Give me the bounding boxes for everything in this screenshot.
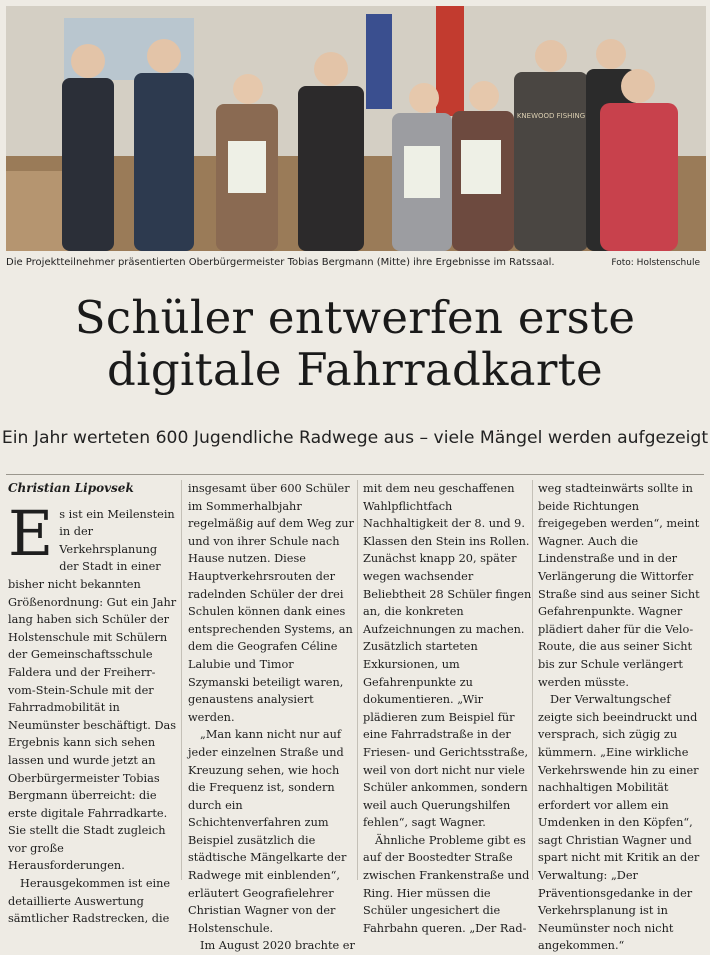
article-column-3: [363, 480, 533, 937]
headline-line-2: digitale Fahrradkarte: [107, 343, 603, 396]
paragraph: mit dem neu geschaffenen Wahlpflichtfach Nachhaltigkeit der 8. und 9. Klassen den Stein ins Rollen. Zunächst knapp 20, später wegen wachsender Beliebtheit 28 Schüler fingen an, die konkreten Aufzeichnungen zu machen. Zusätzlich starteten Exkursionen, um Gefahrenpunkte zu dokumentieren. „Wir plädieren zum Beispiel für eine Fahrradstraße in der Friesen- und Gerichtsstraße, weil von dort nicht nur viele Schüler ankommen, sondern weil auch Querungshilfen fehlen“, sagt Wagner.: [363, 482, 532, 830]
flag-blue: [366, 14, 392, 109]
headline-line-1: Schüler entwerfen erste: [74, 291, 636, 344]
article-column-1: [8, 480, 178, 928]
photo-credit: Foto: Holstenschule: [611, 258, 700, 268]
paragraph: weg stadteinwärts sollte in beide Richtungen freigegeben werden“, meint Wagner. Auch die Lindenstraße und in der Verlängerung die Wittorfer Straße sind aus seiner Sicht Gefahrenpunkte. Wagner plädiert daher für die Velo-Route, die aus seiner Sicht bis zur Schule verlängert werden müsste.: [538, 482, 700, 689]
article-column-4: [538, 480, 708, 955]
paragraph: Ähnliche Probleme gibt es auf der Boostedter Straße zwischen Frankenstraße und Ring. Hier müssen die Schüler ungesichert die Fahrbahn queren. „Der Rad-: [363, 833, 530, 935]
paragraph: Herausgekommen ist eine detaillierte Auswertung sämtlicher Radstrecken, die: [8, 877, 171, 926]
subheadline: Ein Jahr werteten 600 Jugendliche Radwege aus – viele Mängel werden aufgezeigt: [1, 428, 709, 448]
photo-caption: [6, 253, 706, 273]
headline: [0, 292, 710, 396]
paragraph: Der Verwaltungschef zeigte sich beeindruckt und versprach, sich zügig zu kümmern. „Eine wirkliche Verkehrswende hin zu einer nachhaltigen Mobilität erfordert vor allem ein Umdenken in den Köpfen“, sagt Christian Wagner und spart nicht mit Kritik an der Verwaltung: „Der Präventionsgedanke in der Verkehrsplanung ist in Neumünster noch nicht angekommen.“: [538, 693, 700, 953]
paragraph: insgesamt über 600 Schüler im Sommerhalbjahr regelmäßig auf dem Weg zur und von ihrer Schule nach Hause nutzen. Diese Hauptverkehrsrouten der radelnden Schüler der drei Schulen können dank eines entsprechenden Systems, an dem die Geografen Céline Lalubie und Timor Szymanski beteiligt waren, genaustens analysiert werden.: [188, 482, 354, 724]
article-photo: [6, 6, 706, 251]
article-column-2: [188, 480, 358, 955]
paragraph: „Man kann nicht nur auf jeder einzelnen Straße und Kreuzung sehen, wie hoch die Frequenz ist, sondern durch ein Schichtenverfahren zum Beispiel zusätzlich die städtische Mängelkarte der Radwege mit einblenden“, erläutert Geografielehrer Christian Wagner von der Holstenschule.: [188, 728, 347, 935]
divider-rule: [6, 474, 704, 475]
paragraph: s ist ein Meilenstein in der Verkehrsplanung der Stadt in einer bisher nicht bekannten Größenordnung: Gut ein Jahr lang haben sich Schüler der Holstenschule mit Schülern der Gemeinschaftsschule Faldera und der Freiherr-vom-Stein-Schule mit der Fahrradmobilität in Neumünster beschäftigt. Das Ergebnis kann sich sehen lassen und wurde jetzt an Oberbürgermeister Tobias Bergmann überreicht: die erste digitale Fahrradkarte. Sie stellt die Stadt zugleich vor große Herausforderungen.: [8, 507, 177, 873]
column-divider: [181, 480, 182, 880]
photo-scene: [6, 6, 706, 251]
flag-red: [436, 6, 464, 116]
dropcap: E: [8, 496, 54, 570]
byline: Christian Lipovsek: [8, 481, 134, 495]
paragraph: Im August 2020 brachte er: [200, 939, 355, 953]
tshirt-text: KNEWOOD FISHING: [516, 112, 586, 120]
caption-text: Die Projektteilnehmer präsentierten Oberbürgermeister Tobias Bergmann (Mitte) ihre Ergebnisse im Ratssaal.: [6, 257, 555, 268]
